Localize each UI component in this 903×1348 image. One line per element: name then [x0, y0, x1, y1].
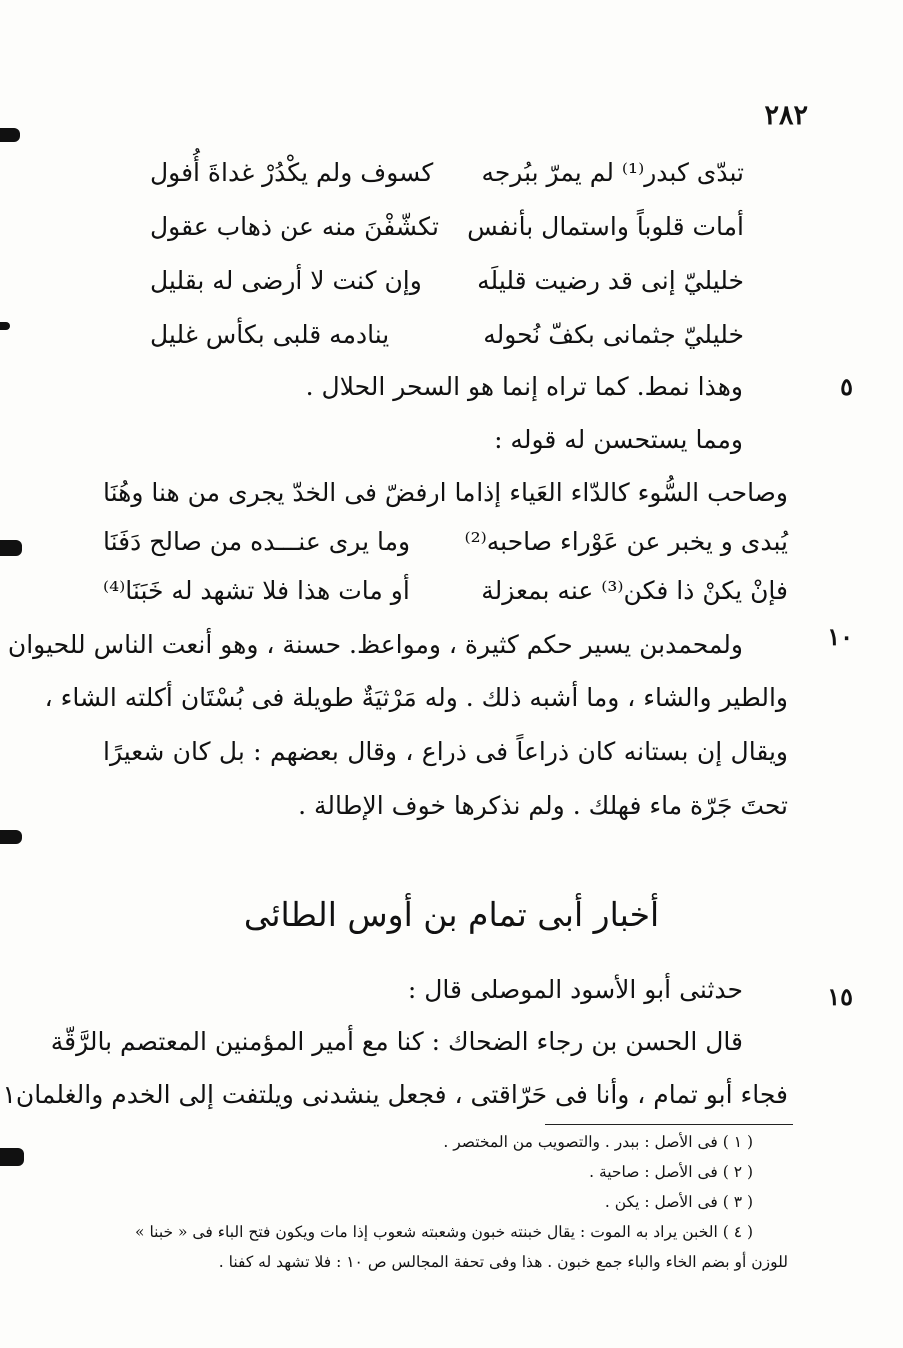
page-number: ٢٨٢ [764, 100, 808, 131]
prose-line: ويقال إن بستانه كان ذراعاً فى ذراع ، وقال بعضهم : بل كان شعيرًا [103, 737, 788, 766]
verse-first-hemistich: فإنْ يكنْ ذا فكن⁽³⁾ عنه بمعزلة [481, 576, 788, 605]
footnote-rule [545, 1124, 793, 1125]
verse-intro: ومما يستحسن له قوله : [494, 425, 743, 454]
prose-line: قال الحسن بن رجاء الضحاك : كنا مع أمير المؤمنين المعتصم بالرَّقّة [50, 1027, 743, 1056]
footnote: للوزن أو بضم الخاء والباء جمع خبون . هذا وفى تحفة المجالس ص ١٠ : فلا تشهد له كفنا . [218, 1253, 788, 1271]
verse-line [150, 212, 744, 248]
verse-first-hemistich: تبدّى كبدر⁽¹⁾ لم يمرّ ببُرجه [481, 158, 744, 187]
verse-line [150, 266, 744, 302]
footnote: ( ٣ ) فى الأصل : يكن . [604, 1193, 753, 1211]
verse-second-hemistich: وما يرى عنـــده من صالح دَفَنَا [103, 527, 411, 556]
verse-first-hemistich: وصاحب السُّوء كالدّاء العَياء إذا [476, 478, 788, 507]
verse-line [103, 576, 788, 612]
prose-line: حدثنى أبو الأسود الموصلى قال : [407, 975, 743, 1004]
verse-second-hemistich: أو مات هذا فلا تشهد له خَبَنَا⁽⁴⁾ [103, 576, 410, 605]
verse-first-hemistich: خليليّ جثمانى بكفّ نُحوله [483, 320, 744, 349]
edge-mark [0, 128, 20, 142]
prose-line: وهذا نمط. كما تراه إنما هو السحر الحلال . [305, 372, 743, 401]
verse-second-hemistich: وإن كنت لا أرضى له بقليل [150, 266, 422, 295]
verse-line [150, 320, 744, 356]
verse-second-hemistich: ما ارفضّ فى الخدّ يجرى من هنا وهُنَا [103, 478, 476, 507]
verse-second-hemistich: تكشّفْنَ منه عن ذهاب عقول [150, 212, 439, 241]
verse-line [103, 478, 788, 514]
footnote: ( ١ ) فى الأصل : ببدر . والتصويب من المختصر . [443, 1133, 753, 1151]
chapter-title: أخبار أبى تمام بن أوس الطائى [243, 895, 660, 934]
edge-mark [0, 830, 22, 844]
edge-mark [0, 322, 10, 330]
verse-line [103, 527, 788, 563]
footnote: ( ٤ ) الخبن يراد به الموت : يقال خبنته خبون وشعبته شعوب إذا مات ويكون فتح الباء فى « خبنا » [135, 1223, 753, 1241]
verse-line [150, 158, 744, 194]
verse-first-hemistich: يُبدى و يخبر عن عَوْراء صاحبه⁽²⁾ [464, 527, 788, 556]
verse-first-hemistich: خليليّ إنى قد رضيت قليلَه [477, 266, 744, 295]
verse-first-hemistich: أمات قلوباً واستمال بأنفس [467, 212, 744, 241]
prose-line: فجاء أبو تمام ، وأنا فى حَرّاقتى ، فجعل ينشدنى ويلتفت إلى الخدم والغلمان١ [2, 1080, 788, 1109]
verse-second-hemistich: ينادمه قلبى بكأس غليل [150, 320, 390, 349]
prose-line: والطير والشاء ، وما أشبه ذلك . وله مَرْثيَةٌ طويلة فى بُسْتَان أكلته الشاء ، [44, 683, 788, 712]
footnote: ( ٢ ) فى الأصل : صاحية . [589, 1163, 753, 1181]
line-number-15: ١٥ [827, 982, 853, 1011]
verse-second-hemistich: كسوف ولم يكْدُرْ غداةَ أُفول [150, 158, 434, 187]
edge-mark [0, 1148, 24, 1166]
line-number-10: ١٠ [827, 622, 853, 651]
prose-line: تحتَ جَرّة ماء فهلك . ولم نذكرها خوف الإطالة . [298, 791, 788, 820]
edge-mark [0, 540, 22, 556]
prose-line: ولمحمدبن يسير حكم كثيرة ، ومواعظ. حسنة ، وهو أنعت الناس للحيوان [7, 630, 743, 659]
line-number-5: ٥ [840, 372, 853, 401]
